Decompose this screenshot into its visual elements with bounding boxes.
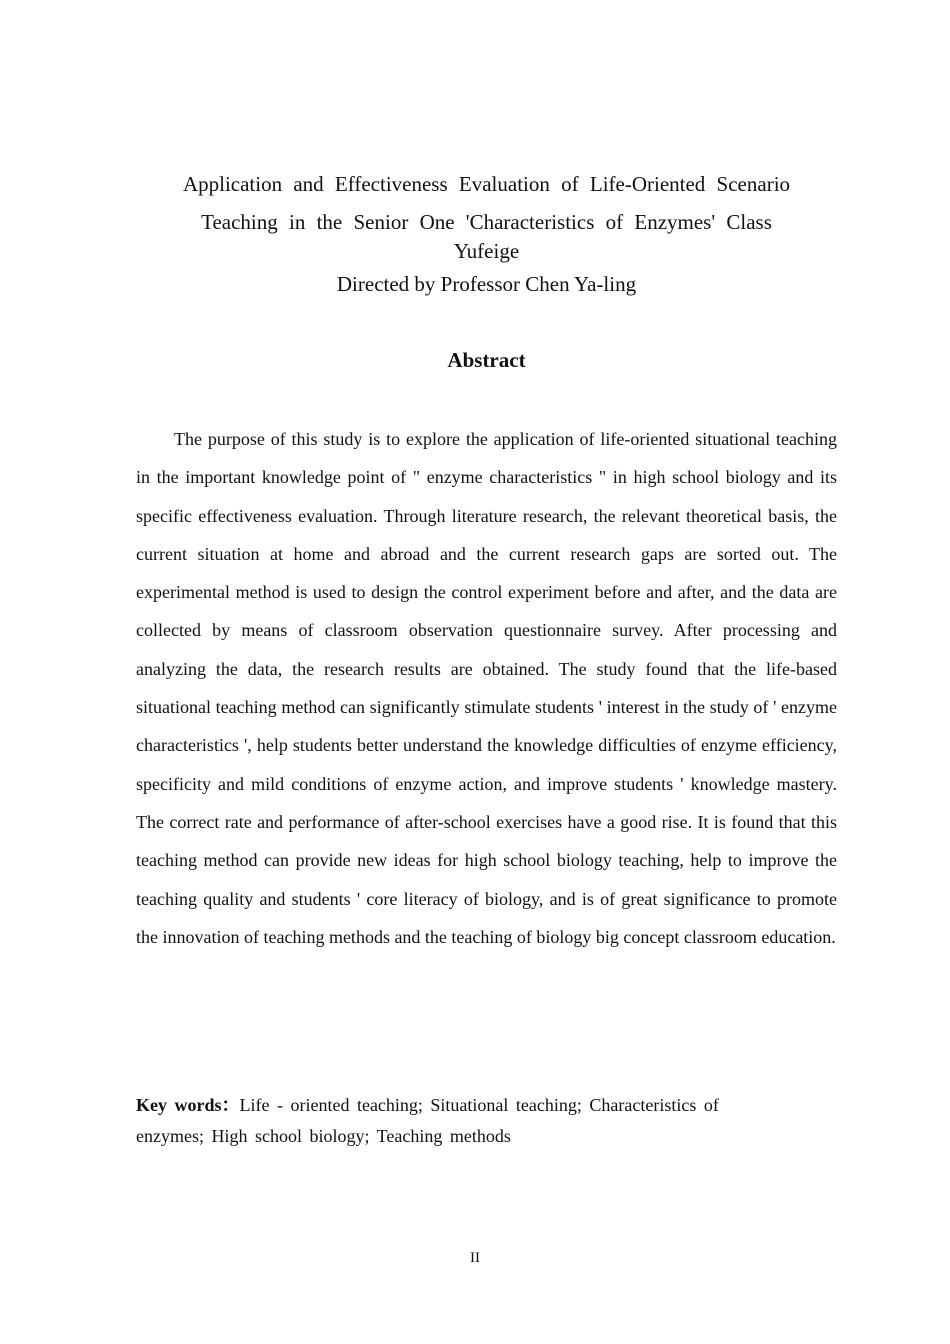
- keywords-text: Life - oriented teaching; Situational teaching; Characteristics of enzymes; High school biology; Teaching methods: [136, 1095, 719, 1146]
- thesis-title-line-1: Application and Effectiveness Evaluation of Life-Oriented Scenario: [182, 172, 791, 196]
- supervisor-line: Directed by Professor Chen Ya-ling: [336, 272, 637, 296]
- author-name: Yufeige: [453, 239, 520, 263]
- page-number: II: [470, 1250, 480, 1266]
- abstract-heading: Abstract: [447, 348, 526, 372]
- keywords-label: Key words：: [136, 1095, 240, 1115]
- thesis-title-line-2: Teaching in the Senior One 'Characteristics of Enzymes' Class: [201, 210, 772, 234]
- abstract-body: The purpose of this study is to explore the application of life-oriented situational teaching in the important knowledge point of " enzyme characteristics " in high school biology and its specific effectiveness evaluation. Through literature research, the relevant theoretical basis, the current situation at home and abroad and the current research gaps are sorted out. The experimental method is used to design the control experiment before and after, and the data are collected by means of classroom observation questionnaire survey. After processing and analyzing the data, the research results are obtained. The study found that the life-based situational teaching method can significantly stimulate students ' interest in the study of ' enzyme characteristics ', help students better understand the knowledge difficulties of enzyme efficiency, specificity and mild conditions of enzyme action, and improve students ' knowledge mastery. The correct rate and performance of after-school exercises have a good rise. It is found that this teaching method can provide new ideas for high school biology teaching, help to improve the teaching quality and students ' core literacy of biology, and is of great significance to promote the innovation of teaching methods and the teaching of biology big concept classroom education.: [136, 429, 837, 947]
- title-block: [136, 165, 837, 301]
- keywords-paragraph: [136, 1090, 776, 1152]
